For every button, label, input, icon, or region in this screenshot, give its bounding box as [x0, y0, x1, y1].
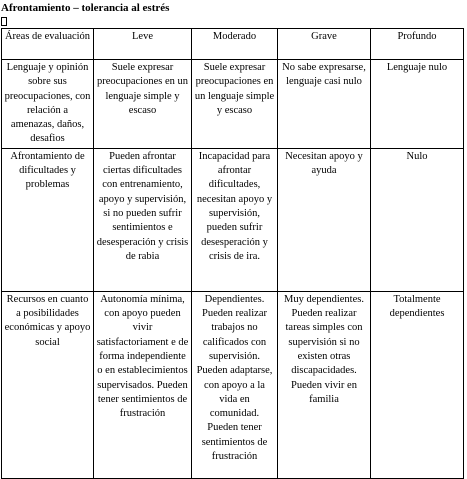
header-moderado: Moderado	[192, 29, 278, 60]
table-cell: Suele expresar preocupaciones en un lenguaje simple y escaso	[94, 60, 192, 149]
table-cell: Suele expresar preocupaciones en un lenguaje simple y escaso	[192, 60, 278, 149]
table-cell: Pueden afrontar ciertas dificultades con entrenamiento, apoyo y supervisión, si no pueden sufrir sentimientos e desesperación y crisis de rabia	[94, 148, 192, 291]
header-leve: Leve	[94, 29, 192, 60]
table-header-row	[2, 29, 464, 60]
row-area-cell: Recursos en cuanto a posibilidades económicas y apoyo social	[2, 291, 94, 478]
row-area-cell: Lenguaje y opinión sobre sus preocupaciones, con relación a amenazas, daños, desafios	[2, 60, 94, 149]
table-cell: No sabe expresarse, lenguaje casi nulo	[278, 60, 371, 149]
row-area-cell: Afrontamiento de dificultades y problemas	[2, 148, 94, 291]
table-cell: Muy dependientes. Pueden realizar tareas simples con supervisión si no existen otras discapacidades. Pueden vivir en familia	[278, 291, 371, 478]
document-title: Afrontamiento – tolerancia al estrés	[1, 2, 170, 14]
table-cell: Nulo	[371, 148, 464, 291]
evaluation-table	[1, 28, 464, 479]
table-cell: Totalmente dependientes	[371, 291, 464, 478]
table-cell: Incapacidad para afrontar dificultades, necesitan apoyo y supervisión, pueden sufrir desesperación y crisis de ira.	[192, 148, 278, 291]
table-cell: Necesitan apoyo y ayuda	[278, 148, 371, 291]
table-cell: Lenguaje nulo	[371, 60, 464, 149]
header-profundo: Profundo	[371, 29, 464, 60]
table-row	[2, 60, 464, 149]
table-row	[2, 148, 464, 291]
header-areas: Áreas de evaluación	[2, 29, 94, 60]
paragraph-marker	[1, 17, 7, 26]
header-grave: Grave	[278, 29, 371, 60]
table-cell: Dependientes. Pueden realizar trabajos no calificados con supervisión. Pueden adaptarse, con apoyo a la vida en comunidad. Pueden tener sentimientos de frustración	[192, 291, 278, 478]
table-cell: Autonomía mínima, con apoyo pueden vivir satisfactoriament e de forma independiente o en establecimientos supervisados. Pueden tener sentimientos de frustración	[94, 291, 192, 478]
table-row	[2, 291, 464, 478]
